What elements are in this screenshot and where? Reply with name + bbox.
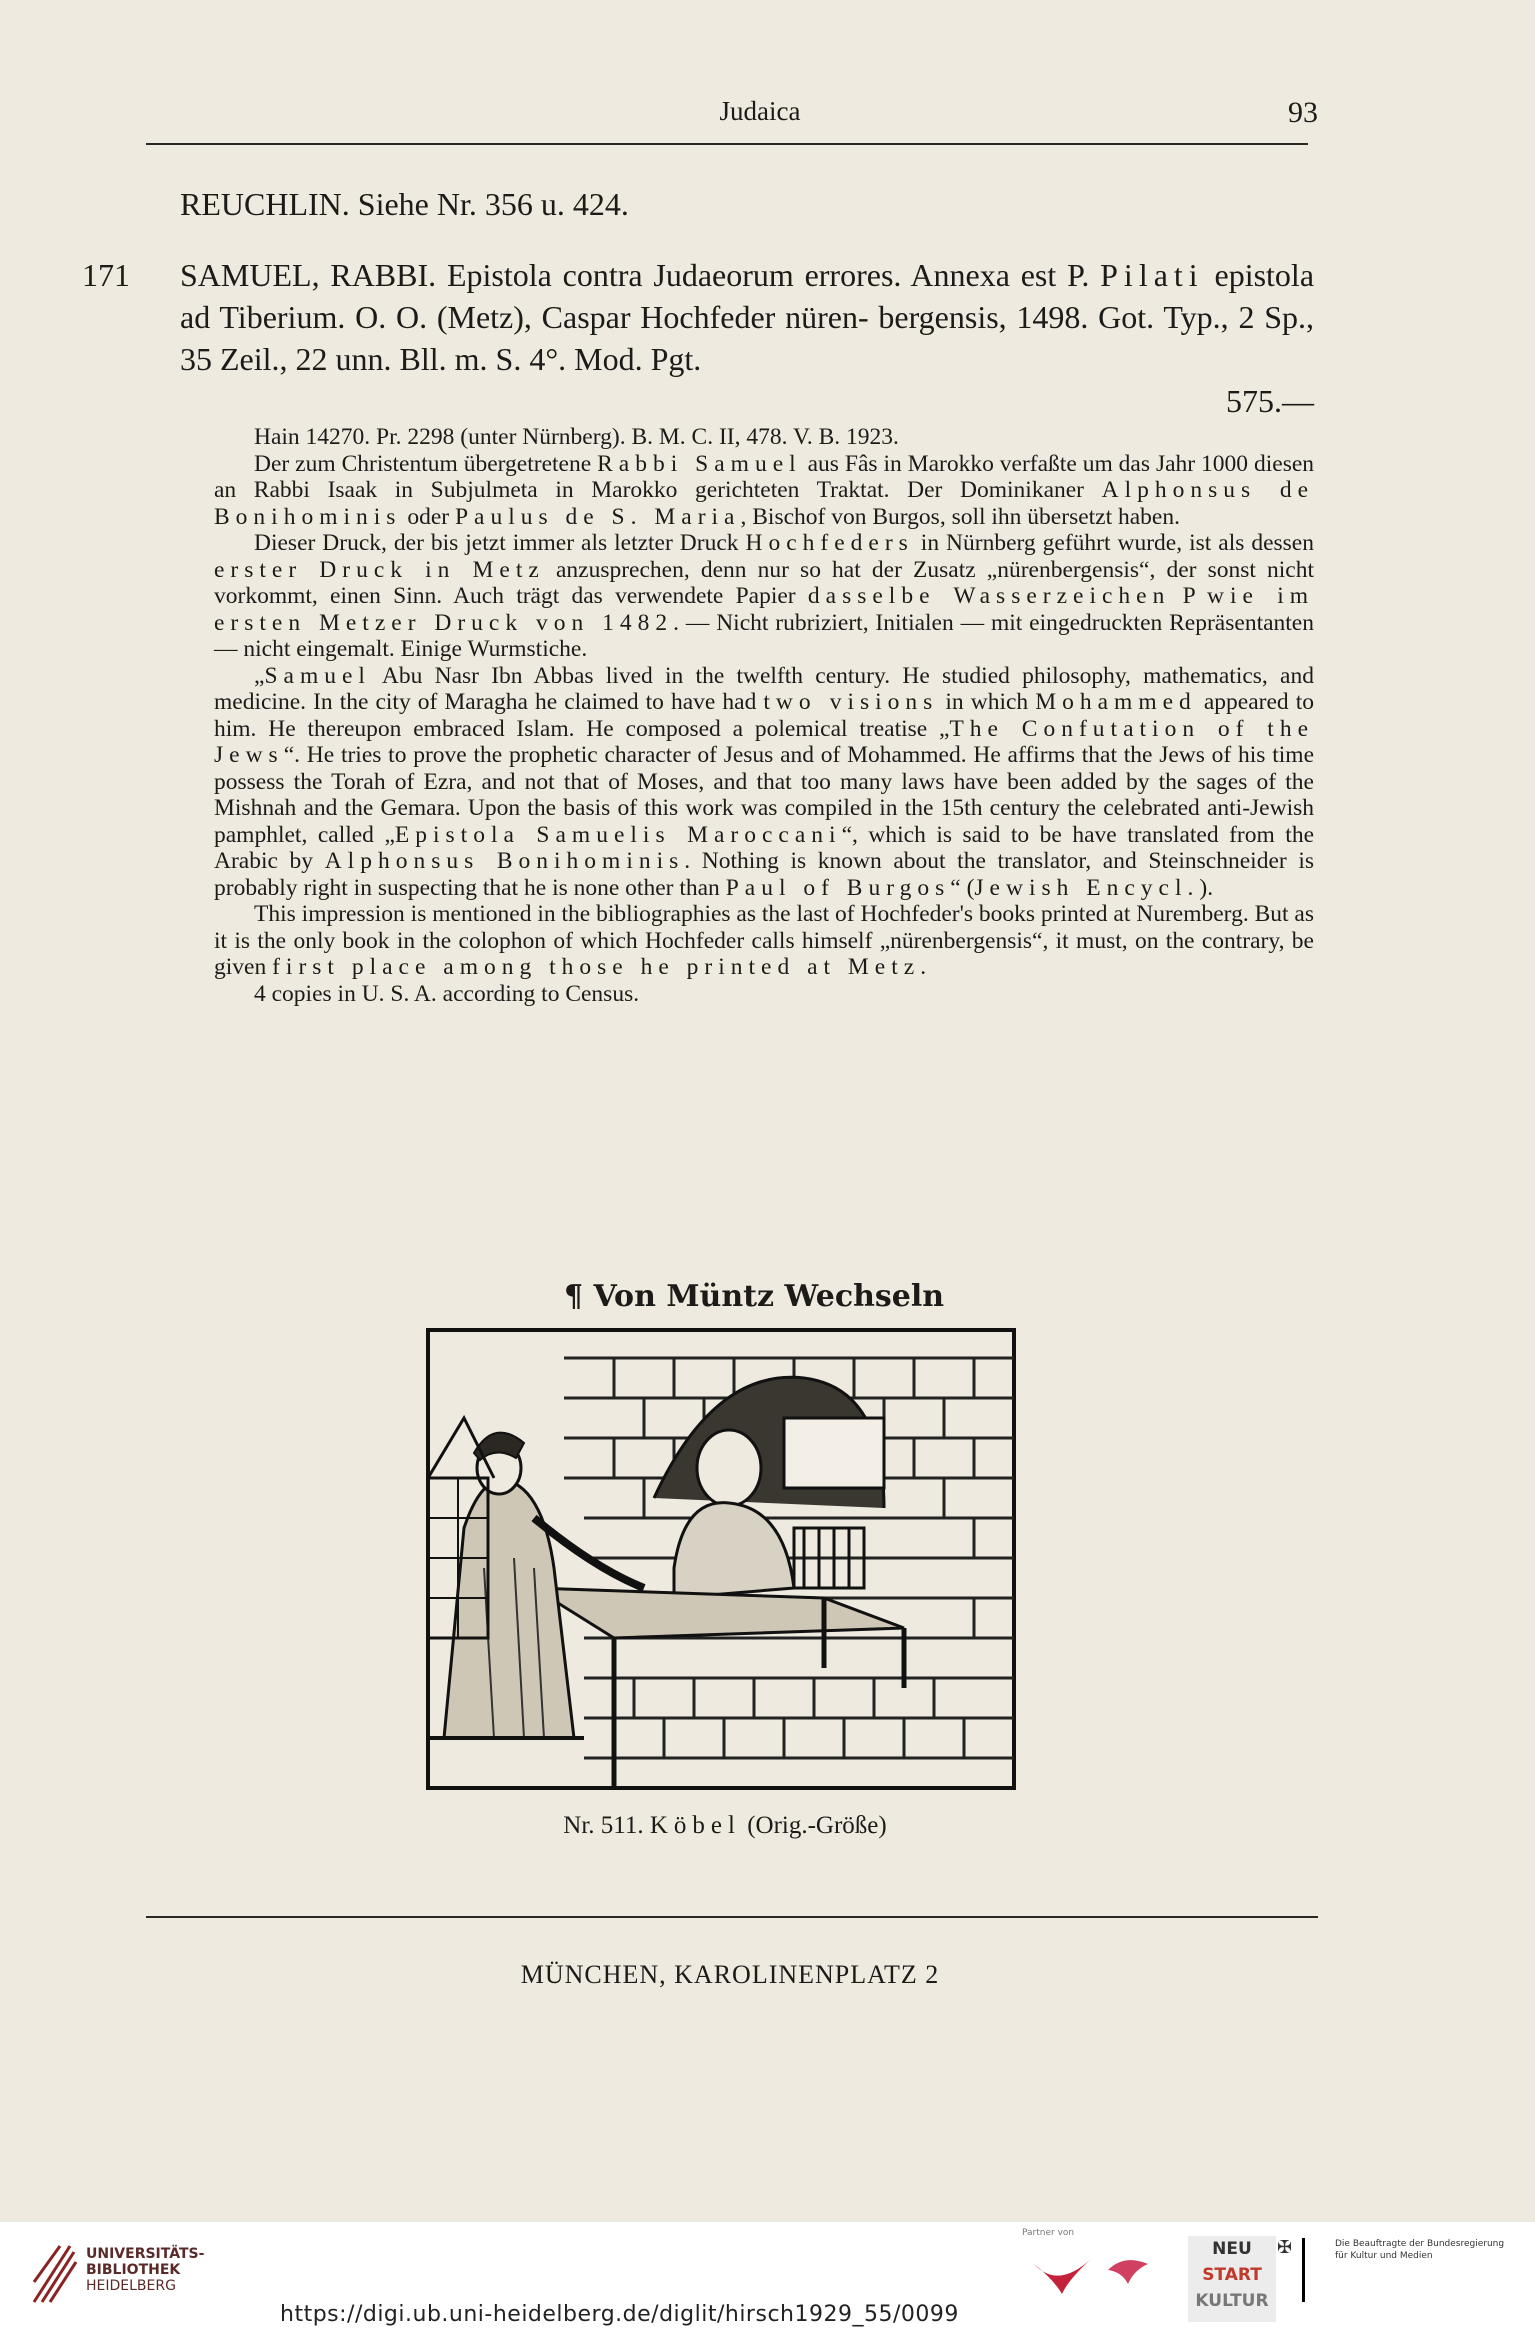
note-text: , Bischof von Burgos, soll ihn übersetzt haben. [740,503,1180,530]
neustart-line: KULTUR [1195,2291,1269,2311]
note-paragraph-3 [214,663,1314,902]
ub-heidelberg-name[interactable] [86,2246,204,2294]
neustart-kultur-logo[interactable] [1188,2236,1276,2322]
spaced-name: Mohammed [1035,689,1197,715]
note-text: “ ( [950,874,975,901]
page-url[interactable]: https://digi.ub.uni-heidelberg.de/diglit/hirsch1929_55/0099 [280,2302,959,2327]
neustart-line: START [1202,2265,1262,2285]
note-text: anzusprechen, denn nur so hat der Zusatz „nürenbergensis“, der sonst nicht vorkommt, einen Sinn. Auch trägt das verwendete Papier [214,556,1314,609]
entry-title-line-3: bergensis, 1498. Got. Typ., 2 Sp., 35 Zeil., 22 unn. Bll. m. S. 4°. Mod. Pgt. [180,299,1315,377]
spaced-phrase: The Confutation of the Jews [214,715,1314,768]
note-text: appeared to him. He thereupon embraced Islam. He composed a polemical treatise „ [214,689,1315,742]
entry-title-spaced: Pilati [1100,257,1204,293]
note-text: Der zum Christentum übergetretene [254,450,592,477]
note-text: . Nothing is known about the translator, and Steinschneider is probably right in suspecting that he is none other than [214,848,1314,901]
spaced-name: Alphonsus Bonihominis [324,848,685,874]
footer-rule [146,1916,1318,1918]
note-text: . — Nicht rubriziert, Initialen — mit eingedruckten Repräsentanten — nicht eingemalt. Einige Wurmstiche. [214,609,1314,662]
note-text: „ [254,662,265,689]
spaced-name: Paul of Burgos [725,874,951,901]
bkm-logo[interactable] [1277,2237,1535,2302]
spaced-name: Rabbi Samuel [597,450,802,477]
spaced-phrase: erster Druck in Metz [214,556,545,583]
note-text: in Nürnberg geführt wurde, ist als dessen [920,530,1314,556]
spaced-phrase: wie im ersten Metzer Druck von 1482 [214,583,1315,636]
spaced-name: Paulus de S. Maria [454,503,741,530]
entry-number: 171 [82,257,130,293]
partner-bird-logo-icon[interactable] [1104,2250,1152,2290]
note-text: Dieser Druck, der bis jetzt immer als letzter Druck [254,530,739,556]
entry-title-line-2: epistola ad Tiberium. O. O. (Metz), Caspar Hochfeder nüren- [180,257,1315,335]
dds-bird-logo-icon[interactable] [1028,2250,1098,2298]
note-text: This impression is mentioned in the bibliographies as the last of Hochfeder's books printed at Nuremberg. But as it is the only book in the colophon of which Hochfeder calls himself „nürenbergensis“, it must, on the contrary, be given [214,901,1314,980]
footer-address: MÜNCHEN, KAROLINENPLATZ 2 [520,1960,940,1989]
woodcut-figure [384,1268,1034,1796]
bkm-line: Die Beauftragte der Bundesregierung [1335,2239,1505,2249]
entry-title [180,254,1314,380]
ub-name-line: UNIVERSITÄTS- [86,2246,205,2262]
cross-reference: REUCHLIN. Siehe Nr. 356 u. 424. [180,186,629,222]
spaced-name: Alphonsus de Bonihominis [214,477,1315,530]
note-text: P [1182,583,1195,609]
spaced-name: Hochfeders [745,530,914,556]
spaced-phrase: Epistola Samuelis Maroccani [394,821,842,848]
caption-size: (Orig.-Größe) [747,1812,887,1839]
note-text: “. He tries to prove the prophetic character of Jesus and of Mohammed. He affirms that the Jews of his time possess the Torah of Ezra, and not that of Moses, and that too many laws have been added by the sages of the Mishnah and the Gemara. Upon the basis of this work was compiled in the 15th century the celebrated anti-Jewish pamphlet, called „ [214,742,1314,848]
bibliographic-references: Hain 14270. Pr. 2298 (unter Nürnberg). B. M. C. II, 478. V. B. 1923. [254,424,899,450]
note-text: oder [407,503,450,530]
woodcut-illustration [384,1268,1034,1796]
ub-name-line: HEIDELBERG [86,2278,176,2294]
note-text: . [920,954,927,980]
note-text: aus Fâs in Marokko verfaßte um das Jahr 1000 diesen an Rabbi Isaak in Subjulmeta in Marokko gerichteten Traktat. Der Dominikaner [214,450,1315,503]
ub-heidelberg-logo-icon[interactable] [30,2242,78,2306]
note-paragraph-2 [214,530,1314,663]
spaced-phrase: Jewish Encycl. [974,874,1200,901]
woodcut-banner: ¶ Von Müntz Wechseln [564,1279,945,1314]
note-text: ). [1199,874,1214,901]
ub-name-line: BIBLIOTHEK [86,2262,181,2278]
spaced-name: Samuel [264,662,371,689]
site-footer [0,2222,1535,2334]
spaced-phrase: dasselbe Wasserzeichen [807,583,1171,609]
note-text: in which [945,689,1029,715]
federal-eagle-icon: ✠ [1277,2237,1293,2258]
caption-number: Nr. 511. [563,1812,644,1839]
page-number: 93 [1288,96,1318,129]
running-header-title: Judaica [719,96,801,126]
partner-label: Partner von [1022,2228,1075,2238]
spaced-phrase: first place among those he printed at Metz [272,954,921,980]
bkm-line: für Kultur und Medien [1335,2251,1433,2261]
note-paragraph-5: 4 copies in U. S. A. according to Census. [254,980,640,1007]
catalogue-entry [82,254,1315,1007]
figure-caption [500,1812,950,1840]
main-text [82,184,1315,1007]
note-paragraph-1 [214,451,1314,531]
note-text: “, which is said to be have translated from the Arabic by [214,821,1315,874]
entry-price: 575.— [1226,383,1314,419]
spaced-phrase: two visions [763,689,939,715]
entry-title-line-1: SAMUEL, RABBI. Epistola contra Judaeorum errores. Annexa est P. [180,257,1090,293]
header-rule [146,143,1308,145]
note-text: Abu Nasr Ibn Abbas lived in the twelfth century. He studied philosophy, mathematics, and medicine. In the city of Maragha he claimed to have had [214,662,1314,715]
note-paragraph-4 [214,901,1314,981]
neustart-line: NEU [1212,2239,1252,2259]
caption-artist: Köbel [649,1812,741,1839]
